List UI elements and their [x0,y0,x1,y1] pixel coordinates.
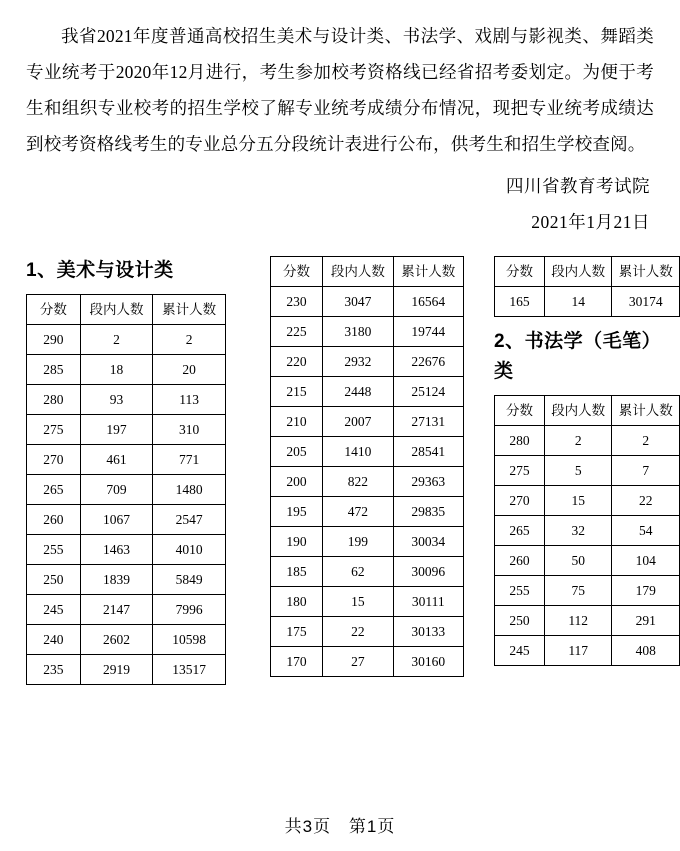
page-footer [0,812,680,837]
section2-title: 2、书法学（毛笔）类 [494,331,662,382]
cell-cumulative: 179 [612,576,680,606]
table-row [27,535,226,565]
cell-score: 280 [495,426,545,456]
cell-cumulative: 19744 [393,317,463,347]
cell-cumulative: 113 [153,385,226,415]
cell-segment: 822 [323,467,393,497]
table-row [27,355,226,385]
cell-cumulative: 30174 [612,287,680,317]
header-cumulative-count: 累计人数 [612,257,680,287]
cell-score: 280 [27,385,81,415]
cell-score: 285 [27,355,81,385]
cell-cumulative: 10598 [153,625,226,655]
table-row [495,287,680,317]
cell-score: 195 [271,497,323,527]
table-row [27,625,226,655]
cell-score: 175 [271,617,323,647]
cell-cumulative: 30096 [393,557,463,587]
cell-cumulative: 408 [612,636,680,666]
table-row [271,377,464,407]
header-segment-count: 段内人数 [544,396,612,426]
cell-cumulative: 291 [612,606,680,636]
cell-cumulative: 16564 [393,287,463,317]
header-score: 分数 [271,257,323,287]
table-row [495,576,680,606]
cell-segment: 62 [323,557,393,587]
cell-cumulative: 22676 [393,347,463,377]
table-row [271,527,464,557]
cell-score: 290 [27,325,81,355]
cell-cumulative: 30160 [393,647,463,677]
cell-cumulative: 54 [612,516,680,546]
cell-segment: 117 [544,636,612,666]
column-middle [270,256,464,677]
cell-cumulative: 13517 [153,655,226,685]
table-row [271,557,464,587]
table-row [271,587,464,617]
cell-segment: 1067 [80,505,153,535]
column-right [494,256,680,666]
cell-score: 240 [27,625,81,655]
cell-cumulative: 2547 [153,505,226,535]
table-row [271,467,464,497]
table-row [495,546,680,576]
cell-segment: 709 [80,475,153,505]
table-row [27,445,226,475]
cell-cumulative: 22 [612,486,680,516]
cell-segment: 2448 [323,377,393,407]
header-cumulative-count: 累计人数 [612,396,680,426]
table-row [271,347,464,377]
cell-cumulative: 1480 [153,475,226,505]
cell-segment: 3180 [323,317,393,347]
table-art-design-part2 [270,256,464,677]
cell-cumulative: 25124 [393,377,463,407]
table-row [271,317,464,347]
cell-score: 170 [271,647,323,677]
cell-score: 255 [27,535,81,565]
cell-segment: 2007 [323,407,393,437]
cell-segment: 15 [544,486,612,516]
cell-cumulative: 2 [153,325,226,355]
header-score: 分数 [27,295,81,325]
table-art-design-part1 [26,294,226,685]
table-row [271,497,464,527]
cell-cumulative: 30034 [393,527,463,557]
cell-score: 165 [495,287,545,317]
cell-cumulative: 7996 [153,595,226,625]
cell-cumulative: 771 [153,445,226,475]
cell-score: 220 [271,347,323,377]
cell-segment: 2 [544,426,612,456]
cell-score: 275 [27,415,81,445]
cell-cumulative: 28541 [393,437,463,467]
table-row [271,647,464,677]
cell-cumulative: 29363 [393,467,463,497]
header-cumulative-count: 累计人数 [393,257,463,287]
cell-segment: 197 [80,415,153,445]
intro-paragraph: 我省2021年度普通高校招生美术与设计类、书法学、戏剧与影视类、舞蹈类专业统考于2020年12月进行，考生参加校考资格线已经省招考委划定。为便于考生和组织专业校考的招生学校了解专业统考成绩分布情况，现把专业统考成绩达到校考资格线考生的专业总分五分段统计表进行公布，供考生和招生学校查阅。 [26,26,654,154]
table-row [27,595,226,625]
cell-segment: 2919 [80,655,153,685]
table-header-row [495,257,680,287]
cell-score: 275 [495,456,545,486]
cell-segment: 472 [323,497,393,527]
table-header-row [27,295,226,325]
cell-segment: 5 [544,456,612,486]
cell-cumulative: 5849 [153,565,226,595]
table-row [27,385,226,415]
cell-score: 270 [27,445,81,475]
footer-total-pages: 共3页 [284,817,332,836]
footer-current-page: 第1页 [348,817,396,836]
cell-cumulative: 27131 [393,407,463,437]
cell-cumulative: 7 [612,456,680,486]
header-segment-count: 段内人数 [544,257,612,287]
cell-segment: 18 [80,355,153,385]
cell-score: 245 [27,595,81,625]
header-score: 分数 [495,396,545,426]
cell-score: 250 [495,606,545,636]
table-row [27,565,226,595]
cell-cumulative: 20 [153,355,226,385]
table-row [495,486,680,516]
cell-cumulative: 2 [612,426,680,456]
cell-segment: 2 [80,325,153,355]
cell-cumulative: 29835 [393,497,463,527]
cell-score: 205 [271,437,323,467]
cell-cumulative: 30111 [393,587,463,617]
cell-segment: 14 [544,287,612,317]
cell-segment: 1463 [80,535,153,565]
table-row [271,437,464,467]
table-row [27,415,226,445]
table-row [495,606,680,636]
cell-score: 270 [495,486,545,516]
table-row [27,325,226,355]
cell-score: 245 [495,636,545,666]
cell-score: 225 [271,317,323,347]
table-header-row [495,396,680,426]
cell-cumulative: 30133 [393,617,463,647]
signature-block [26,168,654,240]
table-row [27,655,226,685]
table-row [495,426,680,456]
cell-segment: 32 [544,516,612,546]
table-header-row [271,257,464,287]
cell-score: 180 [271,587,323,617]
cell-segment: 1839 [80,565,153,595]
cell-segment: 15 [323,587,393,617]
cell-segment: 75 [544,576,612,606]
header-cumulative-count: 累计人数 [153,295,226,325]
intro-text-block [26,18,654,162]
cell-score: 210 [271,407,323,437]
cell-score: 260 [27,505,81,535]
column-left [26,256,226,685]
table-row [495,636,680,666]
cell-segment: 2932 [323,347,393,377]
table-row [271,287,464,317]
cell-segment: 112 [544,606,612,636]
cell-segment: 199 [323,527,393,557]
cell-segment: 93 [80,385,153,415]
cell-score: 230 [271,287,323,317]
table-row [495,516,680,546]
cell-segment: 3047 [323,287,393,317]
signature-organization: 四川省教育考试院 [506,176,650,196]
cell-score: 200 [271,467,323,497]
table-art-design-part3 [494,256,680,317]
tables-area [26,256,673,726]
cell-cumulative: 4010 [153,535,226,565]
cell-score: 235 [27,655,81,685]
cell-segment: 2147 [80,595,153,625]
cell-segment: 2602 [80,625,153,655]
cell-segment: 27 [323,647,393,677]
cell-cumulative: 310 [153,415,226,445]
cell-segment: 1410 [323,437,393,467]
cell-segment: 22 [323,617,393,647]
cell-score: 185 [271,557,323,587]
cell-score: 265 [495,516,545,546]
signature-date: 2021年1月21日 [531,212,650,232]
header-segment-count: 段内人数 [80,295,153,325]
cell-score: 265 [27,475,81,505]
table-row [27,475,226,505]
section1-title: 1、美术与设计类 [26,260,174,281]
table-row [495,456,680,486]
cell-cumulative: 104 [612,546,680,576]
header-segment-count: 段内人数 [323,257,393,287]
cell-score: 260 [495,546,545,576]
table-row [271,407,464,437]
cell-score: 215 [271,377,323,407]
cell-segment: 50 [544,546,612,576]
header-score: 分数 [495,257,545,287]
table-calligraphy [494,395,680,666]
cell-score: 190 [271,527,323,557]
cell-score: 250 [27,565,81,595]
cell-segment: 461 [80,445,153,475]
table-row [271,617,464,647]
cell-score: 255 [495,576,545,606]
table-row [27,505,226,535]
